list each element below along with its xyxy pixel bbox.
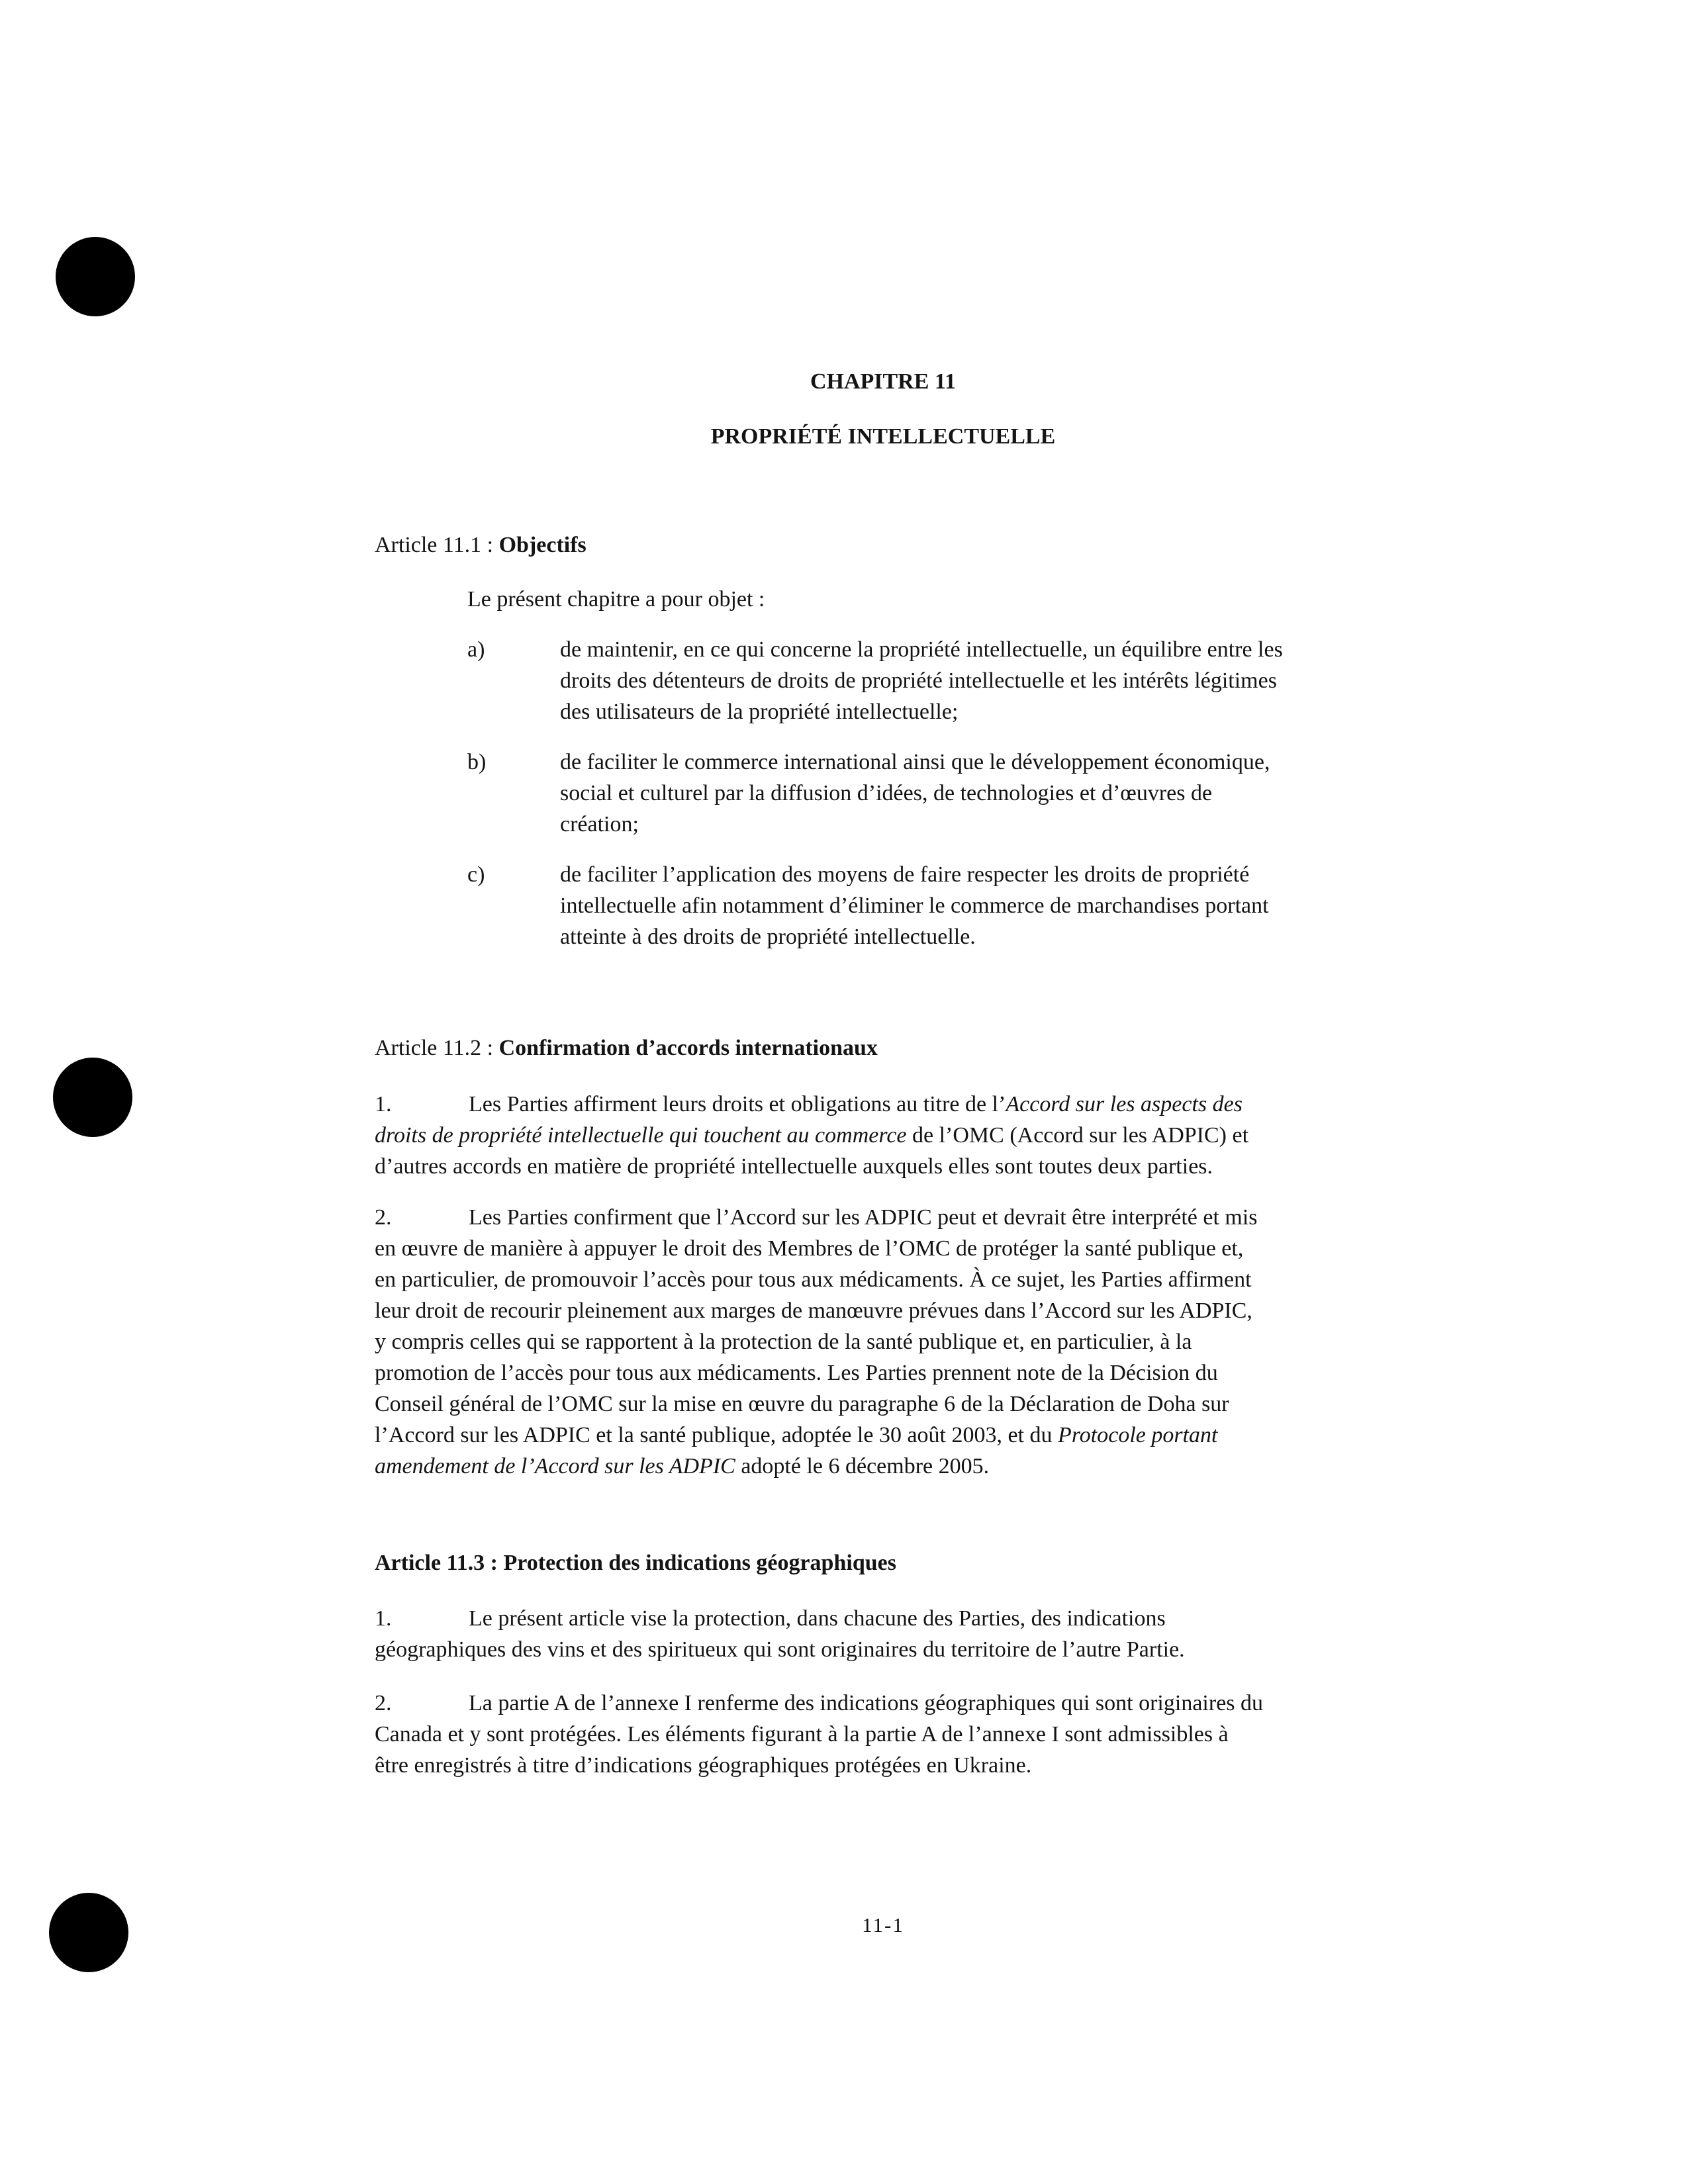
text-line: de maintenir, en ce qui concerne la propriété intellectuelle, un équilibre entre les bbox=[560, 637, 1283, 662]
article-label: Article 11.3 : bbox=[375, 1551, 498, 1575]
binder-hole-middle bbox=[53, 1058, 132, 1137]
paragraph-number: 1. bbox=[375, 1092, 392, 1116]
text-line: Canada et y sont protégées. Les éléments figurant à la partie A de l’annexe I sont admissibles à bbox=[375, 1722, 1229, 1747]
text-line: atteinte à des droits de propriété intellectuelle. bbox=[560, 925, 976, 949]
binder-hole-bottom bbox=[49, 1893, 128, 1972]
article-11-2-paragraph-1 bbox=[375, 1089, 1385, 1182]
item-label: b) bbox=[467, 750, 487, 774]
text-line: en particulier, de promouvoir l’accès pour tous aux médicaments. À ce sujet, les Parties affirment bbox=[375, 1267, 1252, 1292]
text-line: de faciliter l’application des moyens de faire respecter les droits de propriété bbox=[560, 862, 1250, 887]
paragraph-number: 2. bbox=[375, 1205, 392, 1230]
italic-title: Protocole portant bbox=[1058, 1423, 1218, 1447]
paragraph-number: 2. bbox=[375, 1691, 392, 1715]
chapter-number: CHAPITRE 11 bbox=[810, 369, 957, 394]
article-title: Confirmation d’accords internationaux bbox=[498, 1036, 878, 1060]
italic-title: droits de propriété intellectuelle qui touchent au commerce bbox=[375, 1123, 907, 1148]
text-line: leur droit de recourir pleinement aux marges de manœuvre prévues dans l’Accord sur les ADPIC, bbox=[375, 1298, 1252, 1323]
text-line bbox=[375, 1688, 1385, 1719]
italic-title: Accord sur les aspects des bbox=[1006, 1092, 1243, 1116]
text-line bbox=[375, 1603, 1385, 1634]
article-11-2-heading bbox=[375, 1032, 1391, 1064]
text-span: Les Parties confirment que l’Accord sur les ADPIC peut et devrait être interprété et mis bbox=[469, 1205, 1258, 1230]
text-line bbox=[375, 1120, 1385, 1151]
text-span: Le présent article vise la protection, dans chacune des Parties, des indications bbox=[469, 1606, 1166, 1631]
text-line bbox=[375, 1451, 1385, 1482]
text-line: Conseil général de l’OMC sur la mise en œuvre du paragraphe 6 de la Déclaration de Doha sur bbox=[375, 1392, 1229, 1416]
text-line bbox=[375, 1420, 1385, 1451]
text-line: droits des détenteurs de droits de propriété intellectuelle et les intérêts légitimes bbox=[560, 668, 1277, 693]
article-title: Objectifs bbox=[498, 533, 586, 557]
item-label: a) bbox=[467, 637, 485, 662]
article-11-3-heading bbox=[375, 1547, 1391, 1578]
text-line: social et culturel par la diffusion d’idées, de technologies et d’œuvres de bbox=[560, 781, 1213, 805]
text-line: des utilisateurs de la propriété intellectuelle; bbox=[560, 700, 959, 724]
text-line: géographiques des vins et des spiritueux qui sont originaires du territoire de l’autre Partie. bbox=[375, 1637, 1185, 1662]
article-label: Article 11.2 : bbox=[375, 1036, 494, 1060]
chapter-title: PROPRIÉTÉ INTELLECTUELLE bbox=[710, 424, 1056, 449]
article-11-3-paragraph-1 bbox=[375, 1603, 1385, 1665]
article-label: Article 11.1 : bbox=[375, 533, 494, 557]
article-11-2-paragraph-2 bbox=[375, 1202, 1385, 1482]
text-line: création; bbox=[560, 812, 639, 837]
text-line: être enregistrés à titre d’indications géographiques protégées en Ukraine. bbox=[375, 1753, 1032, 1778]
item-text bbox=[560, 634, 1391, 727]
text-span: adopté le 6 décembre 2005. bbox=[735, 1454, 990, 1479]
text-line: y compris celles qui se rapportent à la protection de la santé publique et, en particulier, à la bbox=[375, 1330, 1192, 1354]
page-number: 11-1 bbox=[862, 1913, 904, 1936]
text-line: de faciliter le commerce international ainsi que le développement économique, bbox=[560, 750, 1270, 774]
text-span: La partie A de l’annexe I renferme des indications géographiques qui sont originaires du bbox=[469, 1691, 1264, 1715]
paragraph-number: 1. bbox=[375, 1606, 392, 1631]
text-line: d’autres accords en matière de propriété intellectuelle auxquels elles sont toutes deux parties. bbox=[375, 1154, 1213, 1179]
article-title: Protection des indications géographiques bbox=[503, 1551, 896, 1575]
item-label: c) bbox=[467, 862, 485, 887]
italic-title: amendement de l’Accord sur les ADPIC bbox=[375, 1454, 735, 1479]
item-text bbox=[560, 747, 1391, 840]
text-span: Les Parties affirment leurs droits et obligations au titre de l’ bbox=[469, 1092, 1006, 1116]
text-span: l’Accord sur les ADPIC et la santé publique, adoptée le 30 août 2003, et du bbox=[375, 1423, 1058, 1447]
binder-hole-top bbox=[56, 237, 135, 316]
item-text bbox=[560, 859, 1391, 952]
article-11-1-heading bbox=[375, 529, 1391, 561]
text-line: intellectuelle afin notamment d’éliminer le commerce de marchandises portant bbox=[560, 893, 1269, 918]
article-11-1-intro: Le présent chapitre a pour objet : bbox=[467, 587, 765, 612]
text-line bbox=[375, 1089, 1385, 1120]
text-line: en œuvre de manière à appuyer le droit des Membres de l’OMC de protéger la santé publique et, bbox=[375, 1236, 1244, 1261]
text-span: de l’OMC (Accord sur les ADPIC) et bbox=[906, 1123, 1249, 1148]
text-line: promotion de l’accès pour tous aux médicaments. Les Parties prennent note de la Décision du bbox=[375, 1361, 1218, 1385]
text-line bbox=[375, 1202, 1385, 1233]
article-11-3-paragraph-2 bbox=[375, 1688, 1385, 1781]
